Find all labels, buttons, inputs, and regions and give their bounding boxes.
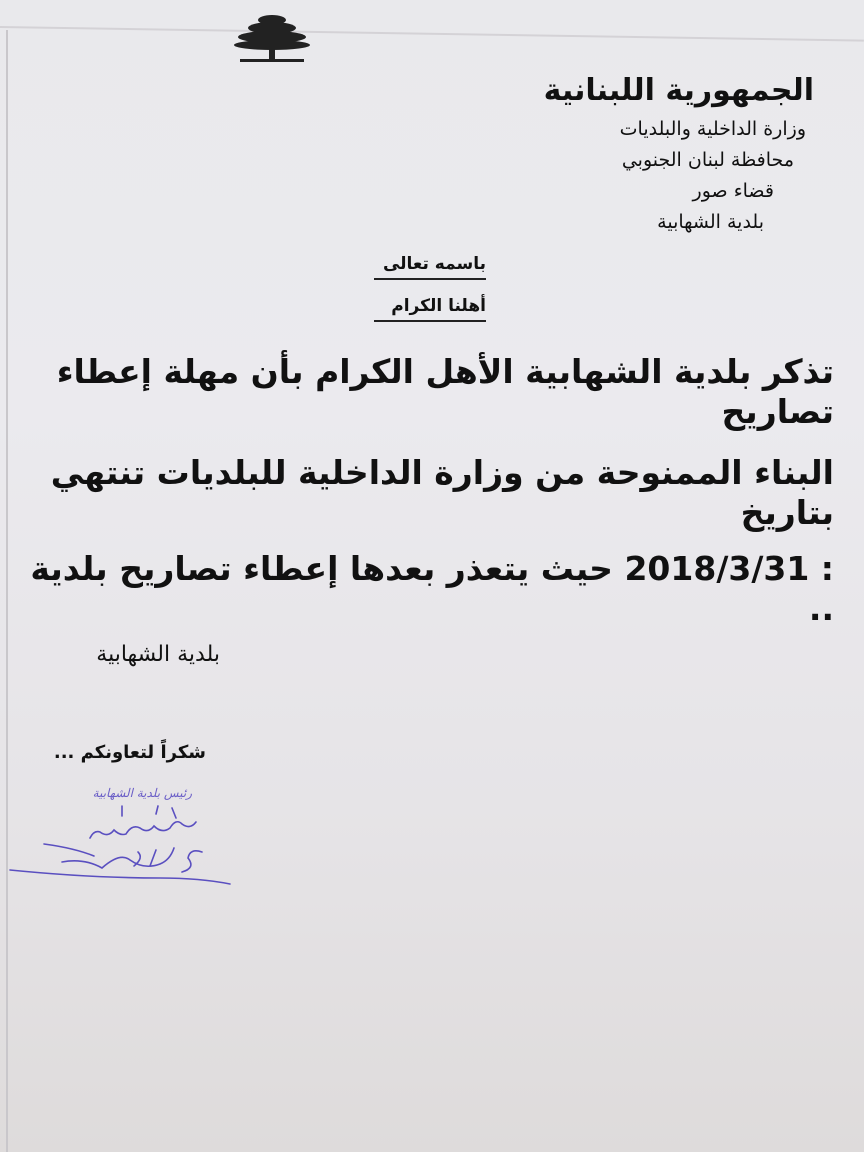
district-line: قضاء صور	[692, 180, 774, 202]
body-line-2: البناء الممنوحة من وزارة الداخلية للبلديات تنتهي بتاريخ	[50, 453, 834, 532]
handwritten-signature	[6, 800, 236, 890]
page-edge-left	[6, 30, 8, 1152]
body-line-1: تذكر بلدية الشهابية الأهل الكرام بأن مهلة إعطاء تصاريح	[56, 352, 834, 431]
invocation-underline	[374, 278, 486, 280]
governorate-line: محافظة لبنان الجنوبي	[621, 149, 794, 171]
closing-thanks: شكراً لتعاونكم ...	[53, 742, 206, 763]
greeting	[370, 296, 486, 322]
sender-name: بلدية الشهابية	[96, 642, 220, 667]
cedar-emblem-icon	[232, 12, 312, 64]
greeting-underline	[374, 320, 486, 322]
body-line-3: : 2018/3/31 حيث يتعذر بعدها إعطاء تصاريح بلدية ..	[30, 549, 834, 628]
invocation-text: باسمه تعالى	[382, 254, 486, 274]
ministry-line: وزارة الداخلية والبلديات	[619, 118, 806, 140]
signatory-title: رئيس بلدية الشهابية	[92, 786, 192, 800]
municipality-line: بلدية الشهابية	[657, 211, 764, 233]
republic-title: الجمهورية اللبنانية	[543, 73, 814, 108]
page-edge-top	[0, 26, 864, 42]
letterhead	[454, 68, 814, 238]
greeting-text: أهلنا الكرام	[391, 296, 486, 316]
invocation	[370, 254, 486, 280]
